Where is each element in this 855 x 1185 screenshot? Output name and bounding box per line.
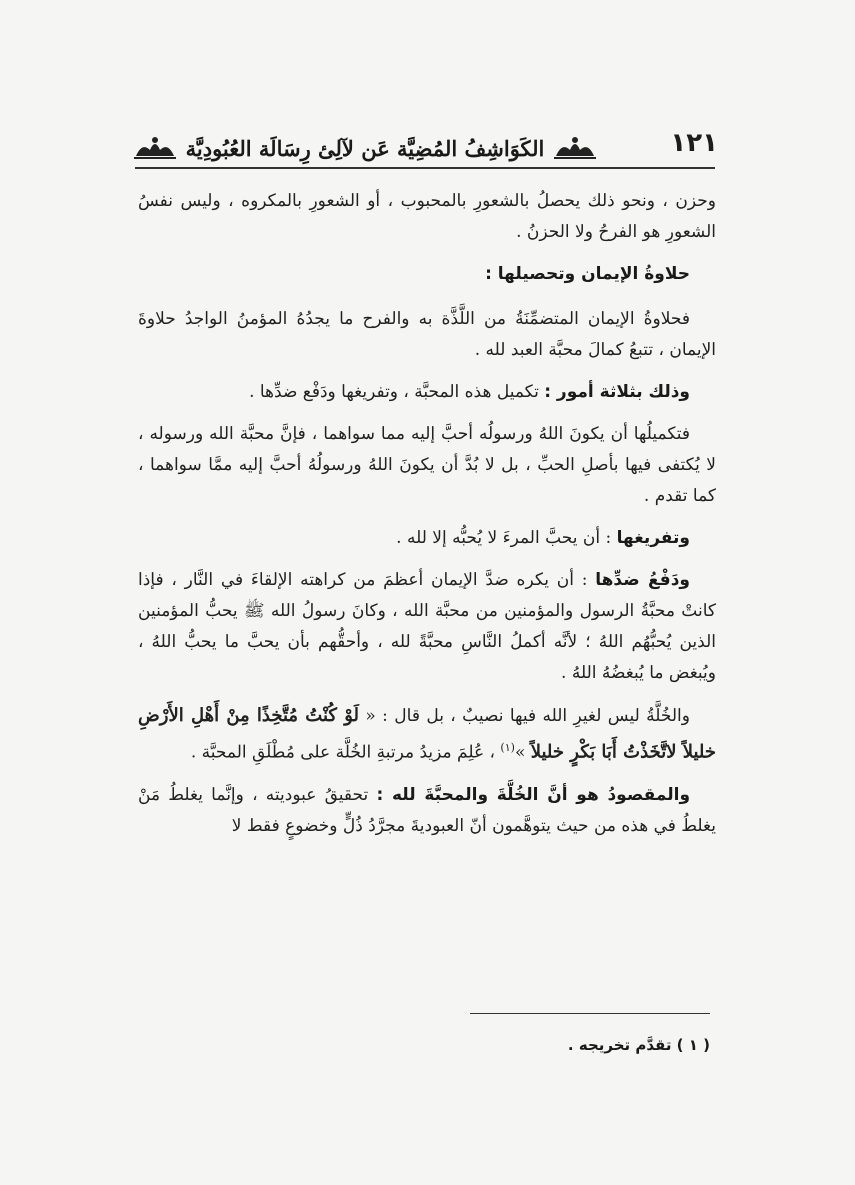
footnote-rule (470, 1013, 710, 1014)
left-ornament-icon (132, 134, 178, 162)
paragraph-8-lead: والمقصودُ هو أنَّ الخُلَّةَ والمحبَّةَ لله : (376, 784, 691, 805)
paragraph-8 (138, 780, 716, 842)
paragraph-2: فحلاوةُ الإيمان المتضمِّنَةُ من اللَّذَّة به والفرح ما يجدُهُ المؤمنُ الواجدُ حلاوةَ الإيمان ، تتبعُ كمالَ محبَّة العبد لله . (138, 309, 716, 360)
running-title-block (130, 128, 600, 168)
paragraph-5-lead: وتفريغها (616, 528, 690, 548)
paragraph-6 (138, 565, 716, 689)
paragraph-5-text: : أن يحبَّ المرءَ لا يُحبُّه إلا لله . (396, 528, 617, 548)
paragraph-3-text: تكميل هذه المحبَّة ، وتفريغها ودَفْع ضدِّها . (249, 382, 545, 402)
hadith-quote: لَوْ كُنْتُ مُتَّخِذًا مِنْ أَهْلِ الأَرْضِ خليلاً لاتَّخَذْتُ أَبَا بَكْرٍ خليلاً (138, 705, 716, 763)
section-heading: حلاوةُ الإيمان وتحصيلها : (485, 264, 690, 284)
page-body (138, 186, 716, 853)
right-ornament-icon (552, 134, 598, 162)
paragraph-1: وحزن ، ونحو ذلك يحصلُ بالشعورِ بالمحبوب ، أو الشعورِ بالمكروه ، وليس نفسُ الشعورِ هو الفرحُ ولا الحزنُ . (138, 191, 716, 242)
paragraph-5 (138, 523, 716, 554)
paragraph-7-quote-close: » (514, 742, 531, 763)
footnote: ( ١ ) تقدَّم تخريجه . (567, 1036, 710, 1054)
paragraph-7-intro: والخُلَّةُ ليس لغيرِ الله فيها نصيبٌ ، بل قال : « (359, 706, 690, 726)
header-rule (135, 167, 715, 169)
paragraph-6-text: : أن يكره ضدَّ الإيمان أعظمَ من كراهته الإلقاءَ في النَّار ، فإذا كانتْ محبَّةُ الرسول والمؤمنين من محبَّة الله ، وكانَ رسولُ الله ﷺ يحبُّ المؤمنين الذين يُحبُّهُم اللهُ ؛ لأنَّه أكملُ النَّاسِ محبَّةً لله ، وأحقُّهم بأن يحبَّ ما يحبُّ اللهُ ، ويُبغض ما يُبغضُهُ اللهُ . (138, 570, 716, 683)
paragraph-4: فتكميلُها أن يكونَ اللهُ ورسولُه أحبَّ إليه مما سواهما ، فإنَّ محبَّة الله ورسوله ، لا يُكتفى فيها بأصلِ الحبِّ ، بل لا بُدَّ أن يكونَ اللهُ ورسولُهُ أحبَّ إليه ممَّا سواهما ، كما تقدم . (138, 424, 716, 506)
page-number: ١٢١ (670, 128, 718, 158)
footnote-reference: (١) (500, 741, 515, 754)
paragraph-8-text: تحقيقُ عبوديته ، وإنَّما يغلطُ مَنْ يغلطُ في هذه من حيث يتوهَّمون أنّ العبوديةَ مجرَّدُ ذُلٍّ وخضوعٍ فقط لا (138, 784, 716, 836)
paragraph-6-lead: ودَفْعُ ضدِّها (595, 570, 690, 590)
paragraph-3-lead: وذلك بثلاثة أمور : (544, 382, 690, 402)
page-header (130, 128, 718, 172)
paragraph-7-end: ، عُلِمَ مزيدُ مرتبةِ الخُلَّة على مُطْلَقِ المحبَّة . (190, 742, 501, 763)
paragraph-3 (138, 377, 716, 408)
paragraph-7 (138, 700, 716, 769)
running-title: الكَوَاشِفُ المُضِيَّة عَن لآلِئ رِسَالَة العُبُودِيَّة (185, 135, 545, 161)
